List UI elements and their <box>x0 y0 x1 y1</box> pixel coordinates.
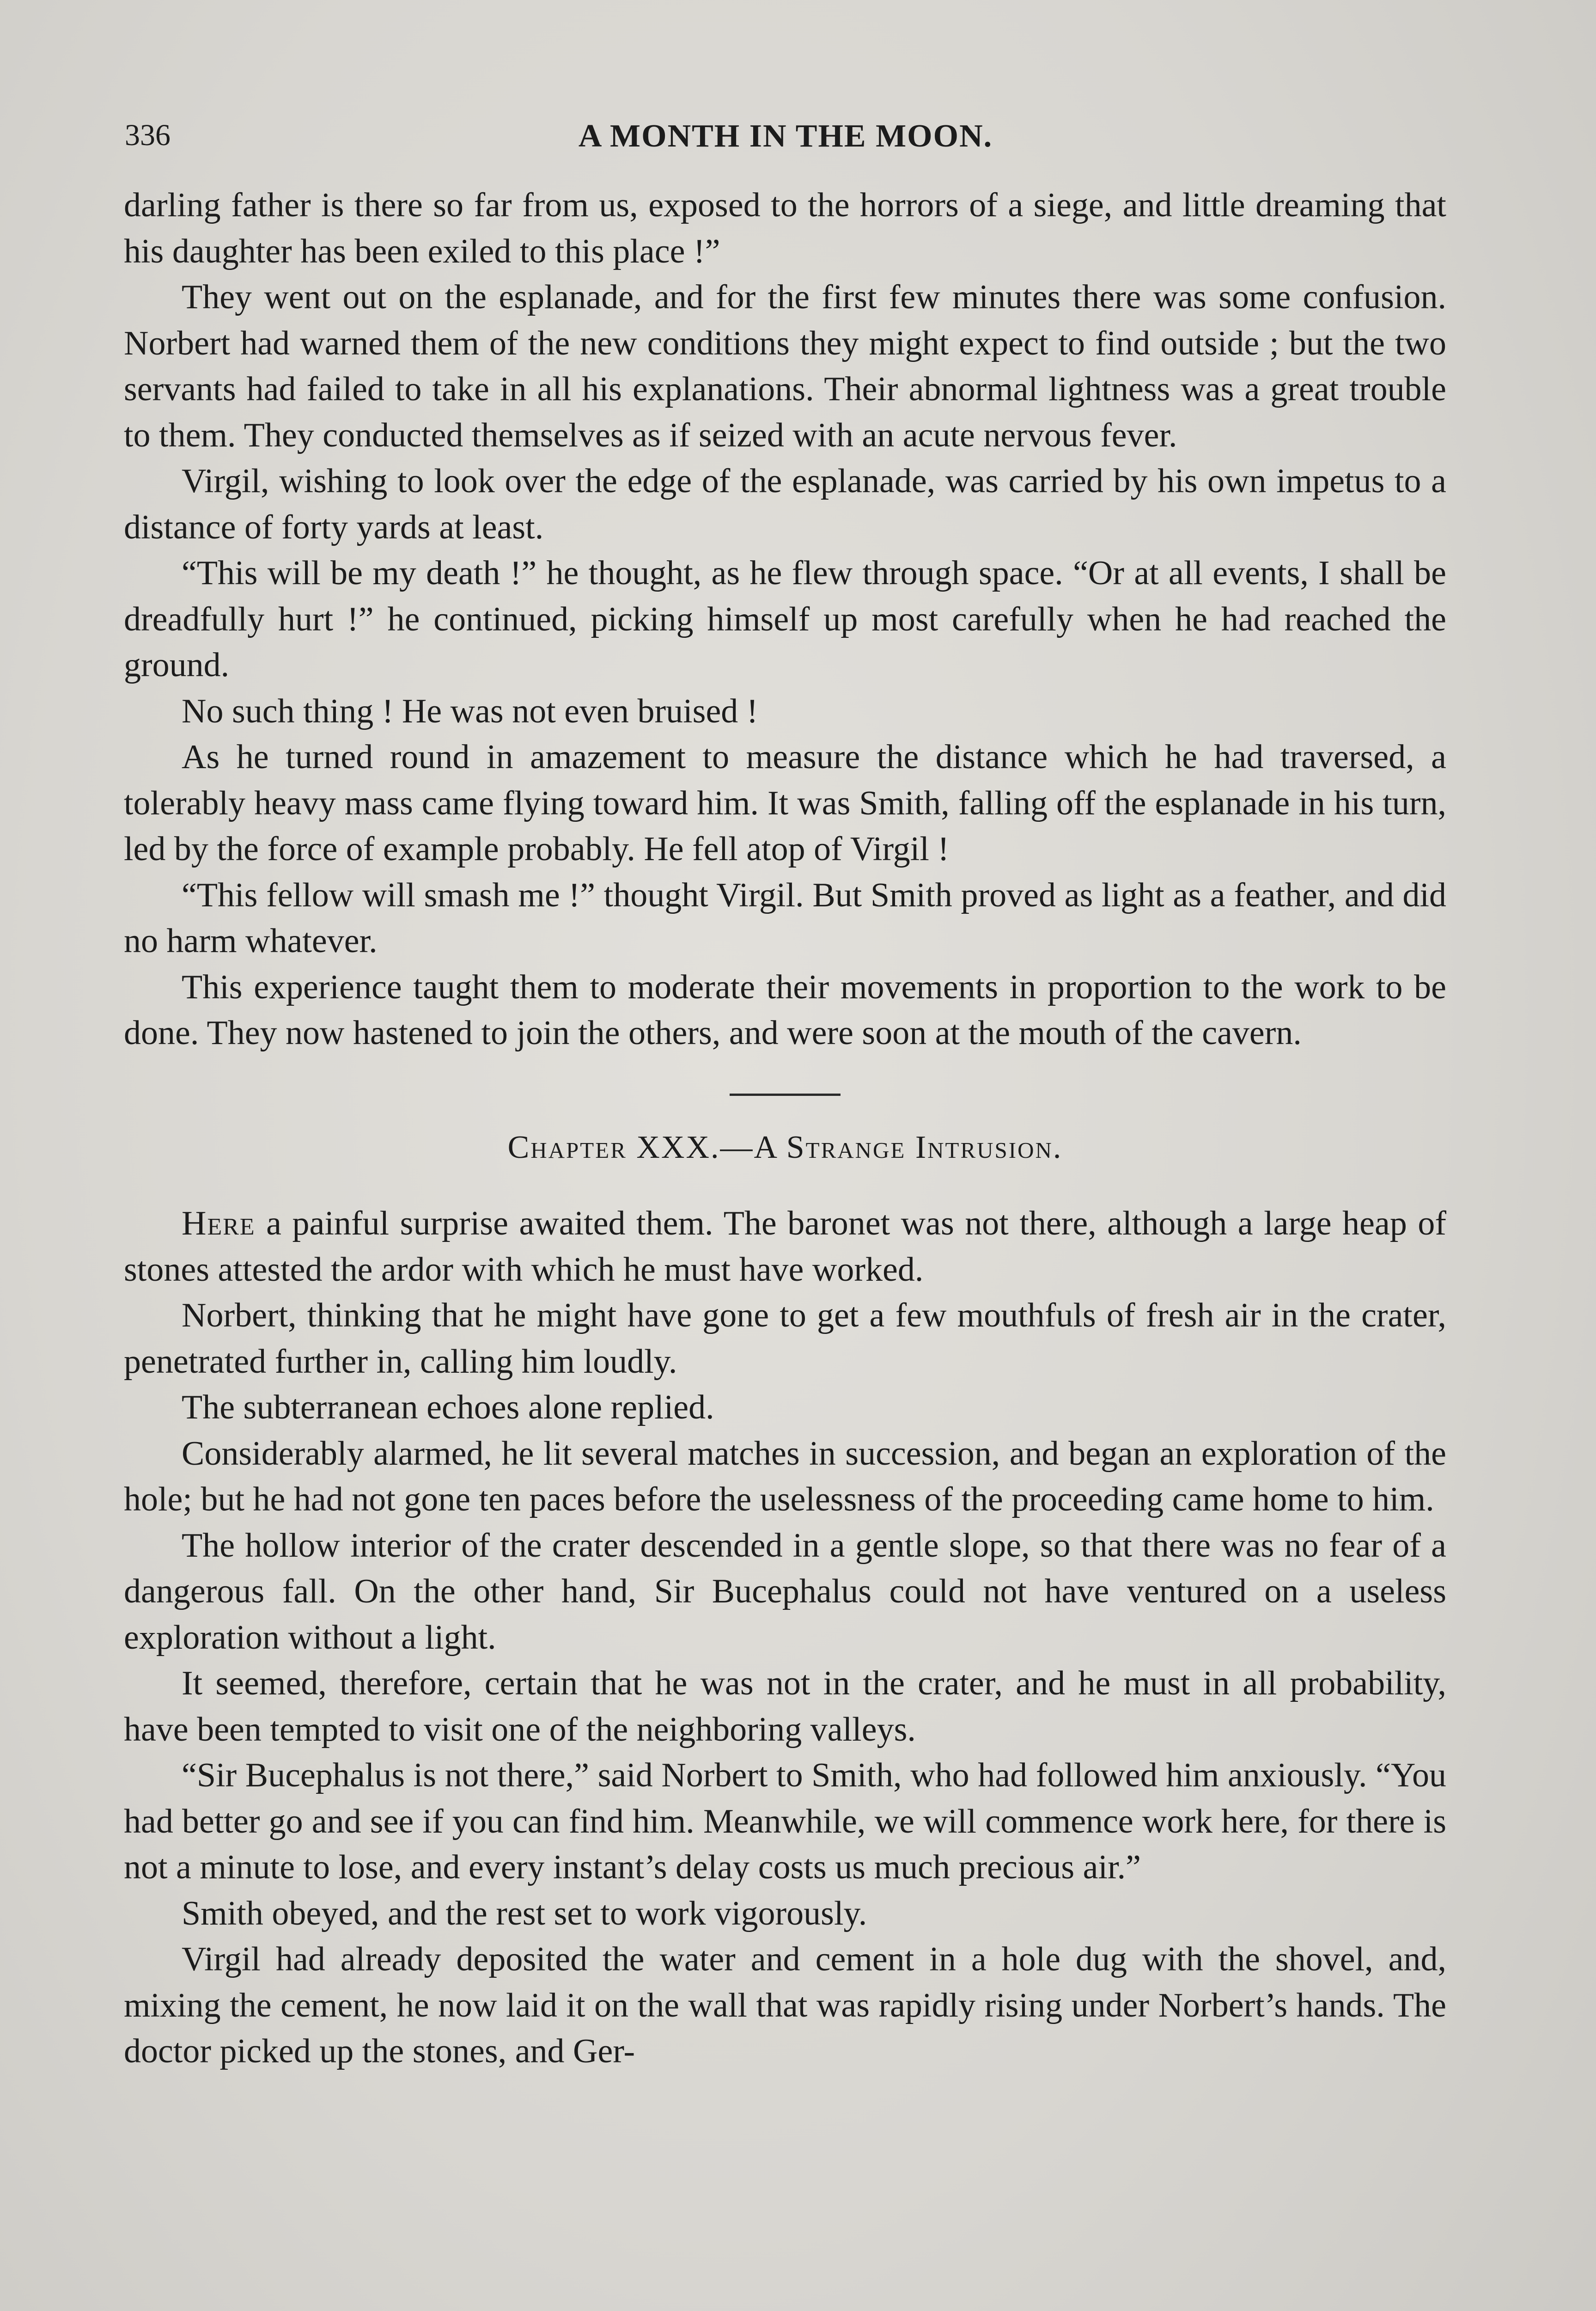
page-body <box>124 183 1446 2075</box>
paragraph: It seemed, therefore, certain that he was not in the crater, and he must in all probability, have been tempted to visit one of the neighboring valleys. <box>124 1664 1446 1749</box>
paragraph: No such thing ! He was not even bruised ! <box>182 692 758 730</box>
paragraph: “Sir Bucephalus is not there,” said Norbert to Smith, who had followed him anxiously. “You had better go and see if you can find him. Meanwhile, we will commence work here, for there is not a minute to lose, and every instant’s delay costs us much precious air.” <box>124 1756 1446 1886</box>
section-divider <box>730 1094 841 1096</box>
chapter-first-paragraph <box>124 1201 1446 1293</box>
paragraph: “This fellow will smash me !” thought Virgil. But Smith proved as light as a feather, and did no harm whatever. <box>124 876 1446 960</box>
paragraph: The subterranean echoes alone replied. <box>182 1388 714 1426</box>
paragraph: As he turned round in amazement to measure the distance which he had traversed, a tolerably heavy mass came flying toward him. It was Smith, falling off the esplanade in his turn, led by the force of example probably. He fell atop of Virgil ! <box>124 738 1446 868</box>
paragraph: The hollow interior of the crater descended in a gentle slope, so that there was no fear of a dangerous fall. On the other hand, Sir Bucephalus could not have ventured on a useless exploration without a light. <box>124 1526 1446 1657</box>
paragraph: Virgil had already deposited the water and cement in a hole dug with the shovel, and, mixing the cement, he now laid it on the wall that was rapidly rising under Norbert’s hands. The doctor picked up the stones, and Ger- <box>124 1940 1446 2070</box>
paragraph: This experience taught them to moderate their movements in proportion to the work to be done. They now hastened to join the others, and were soon at the mouth of the cavern. <box>124 968 1446 1052</box>
chapter-lead-word: Here <box>182 1204 256 1242</box>
paragraph: darling father is there so far from us, exposed to the horrors of a siege, and little dreaming that his daughter has been exiled to this place !” <box>124 186 1446 270</box>
paragraph: Smith obeyed, and the rest set to work vigorously. <box>182 1894 867 1932</box>
chapter-first-paragraph-text: a painful surprise awaited them. The baronet was not there, although a large heap of stones attested the ardor with which he must have worked. <box>124 1204 1446 1289</box>
page-header <box>125 109 1446 159</box>
paragraph: Norbert, thinking that he might have gone to get a few mouthfuls of fresh air in the crater, penetrated further in, calling him loudly. <box>124 1296 1446 1381</box>
paragraph: They went out on the esplanade, and for the first few minutes there was some confusion. Norbert had warned them of the new conditions they might expect to find outside ; but the two servants had failed to take in all his explanations. Their abnormal lightness was a great trouble to them. They conducted themselves as if seized with an acute nervous fever. <box>124 278 1446 454</box>
page-number: 336 <box>125 118 171 152</box>
paragraph: “This will be my death !” he thought, as he flew through space. “Or at all events, I shall be dreadfully hurt !” he continued, picking himself up most carefully when he had reached the ground. <box>124 554 1446 684</box>
paragraph: Considerably alarmed, he lit several matches in succession, and began an exploration of the hole; but he had not gone ten paces before the uselessness of the proceeding came home to him. <box>124 1434 1446 1518</box>
chapter-number: Chapter XXX. <box>507 1129 720 1165</box>
chapter-title: —A Strange Intrusion. <box>720 1129 1063 1165</box>
paragraph: Virgil, wishing to look over the edge of the esplanade, was carried by his own impetus to a distance of forty yards at least. <box>124 462 1446 546</box>
chapter-heading <box>124 1125 1446 1171</box>
running-title: A MONTH IN THE MOON. <box>578 118 993 154</box>
